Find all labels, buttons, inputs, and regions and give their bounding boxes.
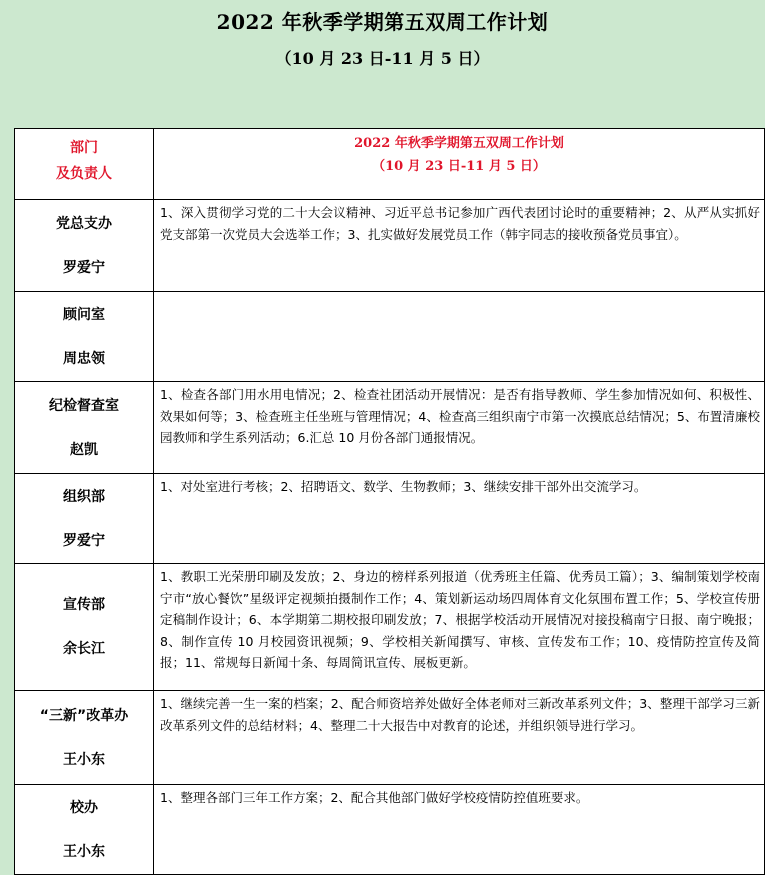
plan-content: 1、对处室进行考核；2、招聘语文、数学、生物教师；3、继续安排干部外出交流学习。 — [154, 474, 765, 564]
plan-content: 1、深入贯彻学习党的二十大会议精神、习近平总书记参加广西代表团讨论时的重要精神；2、从严从实抓好党支部第一次党员大会选举工作；3、扎实做好发展党员工作（韩宇同志的接收预备党员事宜）。 — [154, 200, 765, 292]
table-header-row — [15, 129, 765, 200]
header-plan-cell — [154, 129, 765, 200]
dept-cell — [15, 474, 154, 564]
document-title: 2022 年秋季学期第五双周工作计划 — [216, 10, 549, 34]
table-row — [15, 200, 765, 292]
dept-responsible-person: 王小东 — [63, 843, 105, 860]
dept-name: 党总支办 — [56, 215, 112, 232]
header-dept-cell — [15, 129, 154, 200]
plan-content: 1、检查各部门用水用电情况；2、检查社团活动开展情况：是否有指导教师、学生参加情况如何、积极性、效果如何等；3、检查班主任坐班与管理情况；4、检查高三组织南宁市第一次摸底总结情况；5、布置清廉校园教师和学生系列活动；6.汇总 10 月份各部门通报情况。 — [154, 382, 765, 474]
dept-name: 顾问室 — [63, 306, 105, 323]
work-plan-table — [14, 128, 765, 875]
dept-cell — [15, 200, 154, 292]
dept-cell — [15, 564, 154, 691]
dept-responsible-person: 王小东 — [63, 751, 105, 768]
dept-cell — [15, 691, 154, 785]
table-row — [15, 474, 765, 564]
dept-cell — [15, 382, 154, 474]
dept-responsible-person: 赵凯 — [70, 441, 98, 458]
dept-name: 校办 — [70, 799, 98, 816]
dept-name: 纪检督查室 — [49, 397, 119, 414]
header-responsible-label: 及负责人 — [56, 166, 112, 182]
dept-name: 组织部 — [63, 488, 105, 505]
plan-content: 1、整理各部门三年工作方案；2、配合其他部门做好学校疫情防控值班要求。 — [154, 785, 765, 875]
dept-cell — [15, 292, 154, 382]
header-plan-title: 2022 年秋季学期第五双周工作计划 — [354, 136, 564, 151]
plan-content: 1、继续完善一生一案的档案；2、配合师资培养处做好全体老师对三新改革系列文件；3、整理干部学习三新改革系列文件的总结材料；4、整理二十大报告中对教育的论述，并组织领导进行学习。 — [154, 691, 765, 785]
dept-name: “三新”改革办 — [39, 707, 129, 724]
header-dept-label: 部门 — [70, 140, 98, 156]
plan-content: 1、教职工光荣册印刷及发放；2、身边的榜样系列报道（优秀班主任篇、优秀员工篇）；3、编制策划学校南宁市“放心餐饮”星级评定视频拍摄制作工作；4、策划新运动场四周体育文化氛围布置工作；5、学校宣传册定稿制作设计；6、本学期第二期校报印刷发放；7、根据学校活动开展情况对接投稿南宁日报、南宁晚报；8、制作宣传 10 月校园资讯视频；9、学校相关新闻撰写、审核、宣传发布工作；10、疫情防控宣传及简报；11、常规每日新闻十条、每周简讯宣传、展板更新。 — [154, 564, 765, 691]
table-row — [15, 785, 765, 875]
table-row — [15, 564, 765, 691]
table-row — [15, 691, 765, 785]
dept-responsible-person: 周忠领 — [63, 350, 105, 367]
dept-cell — [15, 785, 154, 875]
document-date-range: （10 月 23 日-11 月 5 日） — [275, 49, 490, 68]
dept-responsible-person: 罗爱宁 — [63, 259, 105, 276]
header-plan-date-range: （10 月 23 日-11 月 5 日） — [372, 159, 546, 174]
table-row — [15, 382, 765, 474]
dept-name: 宣传部 — [63, 597, 105, 613]
dept-responsible-person: 罗爱宁 — [63, 532, 105, 549]
table-row — [15, 292, 765, 382]
plan-content — [154, 292, 765, 382]
dept-responsible-person: 余长江 — [63, 641, 105, 657]
